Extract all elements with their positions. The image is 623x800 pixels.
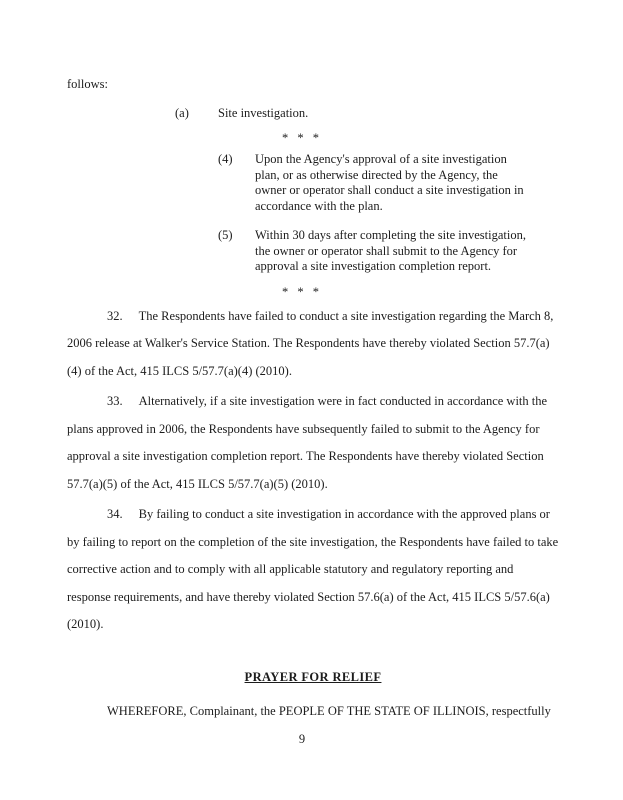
wherefore-paragraph: WHEREFORE, Complainant, the PEOPLE OF THE STATE OF ILLINOIS, respectfully <box>107 703 551 718</box>
prayer-for-relief-heading: PRAYER FOR RELIEF <box>244 669 382 684</box>
paragraph-34-text: By failing to conduct a site investigation in accordance with the approved plans or by failing to report on the completion of the site investigation, the Respondents have failed to take corrective action and to comply with all applicable statutory and regulatory reporting and response requirements, and have thereby violated Section 57.6(a) of the Act, 415 ILCS 5/57.6(a) (2010). <box>67 507 559 631</box>
quoted-subsection-4-label: (4) <box>218 152 233 166</box>
asterisk-separator-top: * * * <box>282 131 322 145</box>
quoted-subsection-4-text: Upon the Agency's approval of a site investigation plan, or as otherwise directed by the Agency, the owner or operator shall conduct a site investigation in accordance with the plan. <box>255 152 524 213</box>
numbered-paragraph-33 <box>67 388 559 498</box>
document-content <box>67 76 559 747</box>
intro-text: follows: <box>67 77 108 91</box>
paragraph-34-number: 34. <box>107 507 123 521</box>
quoted-subsection-5 <box>218 228 526 275</box>
asterisk-separator-bottom: * * * <box>282 284 322 299</box>
paragraph-33-number: 33. <box>107 394 123 408</box>
quoted-subsection-4 <box>218 152 526 214</box>
outline-item-a-title: Site investigation. <box>218 106 309 120</box>
numbered-paragraph-34 <box>67 501 559 639</box>
page-number: 9 <box>298 732 306 746</box>
quoted-subsection-5-text: Within 30 days after completing the site investigation, the owner or operator shall submit to the Agency for approval a site investigation completion report. <box>255 228 526 273</box>
paragraph-32-number: 32. <box>107 308 123 323</box>
numbered-paragraph-32 <box>67 303 559 386</box>
outline-item-a-label: (a) <box>175 106 189 120</box>
paragraph-32-text: The Respondents have failed to conduct a site investigation regarding the March 8, 2006 release at Walker's Service Station. The Respondents have thereby violated Section 57.7(a)(4) of the Act, 415 ILCS 5/57.7(a)(4) (2010). <box>67 308 554 378</box>
paragraph-33-text: Alternatively, if a site investigation were in fact conducted in accordance with the plans approved in 2006, the Respondents have subsequently failed to submit to the Agency for approval a site investigation completion report. The Respondents have thereby violated Section 57.7(a)(5) of the Act, 415 ILCS 5/57.7(a)(5) (2010). <box>67 394 548 491</box>
outline-item-a <box>175 105 559 121</box>
quoted-subsection-5-label: (5) <box>218 228 233 242</box>
